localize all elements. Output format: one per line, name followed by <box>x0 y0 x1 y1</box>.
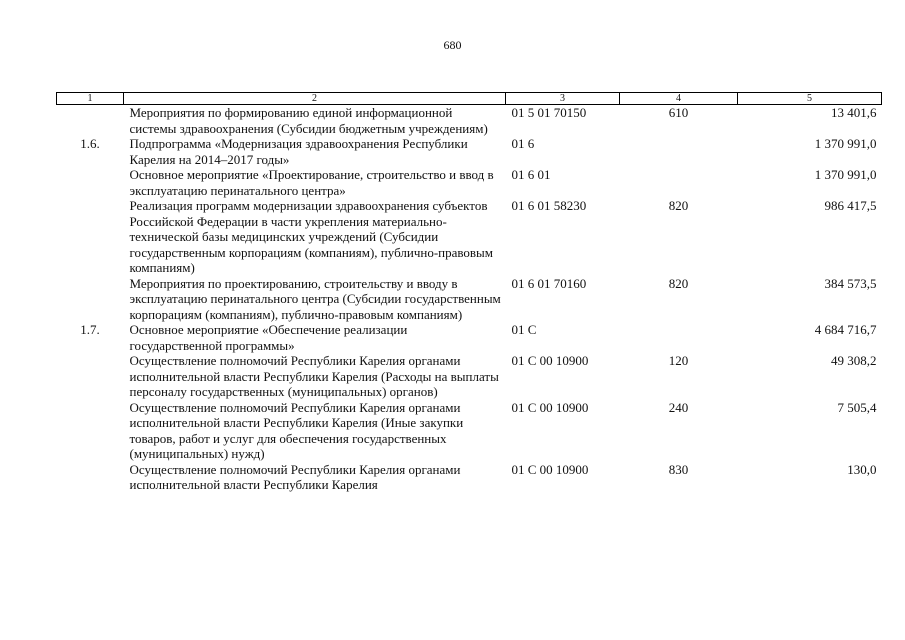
table-body <box>57 105 882 493</box>
column-header-4: 4 <box>620 93 738 105</box>
row-code: 01 6 <box>511 136 535 151</box>
row-description: Основное мероприятие «Проектирование, строительство и ввод в эксплуатацию перинатального центра» <box>129 167 494 198</box>
row-description: Мероприятия по проектированию, строительству и вводу в эксплуатацию перинатального центра (Субсидии государственным корпорациям (компаниям), публично-правовым компаниям) <box>129 275 501 322</box>
row-code: 01 С 00 10900 <box>511 461 589 477</box>
row-number: 1.6. <box>80 136 100 151</box>
row-code: 01 С 00 10900 <box>511 399 589 415</box>
row-expense-type: 240 <box>668 399 689 415</box>
column-header-3: 3 <box>506 93 620 105</box>
row-expense-type: 830 <box>668 461 689 477</box>
row-code: 01 6 01 70160 <box>511 275 587 291</box>
table-row <box>57 353 882 400</box>
row-expense-type <box>620 322 738 353</box>
page-number: 680 <box>443 38 462 52</box>
row-number <box>57 462 124 493</box>
row-code: 01 С <box>511 322 537 337</box>
row-amount: 986 417,5 <box>824 198 877 213</box>
row-expense-type: 820 <box>668 198 689 213</box>
table-row <box>57 462 882 493</box>
row-description: Реализация программ модернизации здравоохранения субъектов Российской Федерации в части укрепления материально-технической базы медицинских учреждений (Субсидии государственным корпорациям (компаниям), публично-правовым компаниям) <box>129 198 494 275</box>
row-number: 1.7. <box>80 322 100 337</box>
row-code: 01 6 01 <box>511 167 551 182</box>
row-number <box>57 105 124 137</box>
row-amount: 13 401,6 <box>831 105 877 120</box>
table-header <box>57 93 882 105</box>
row-expense-type: 820 <box>668 275 689 291</box>
table-row <box>57 400 882 462</box>
row-description: Осуществление полномочий Республики Карелия органами исполнительной власти Республики Карелия (Иные закупки товаров, работ и услуг для обеспечения государственных (муниципальных) нужд) <box>129 399 464 461</box>
row-expense-type: 610 <box>668 105 689 120</box>
row-code: 01 С 00 10900 <box>511 353 589 368</box>
table-row <box>57 198 882 276</box>
row-code: 01 6 01 58230 <box>511 198 587 213</box>
row-number <box>57 167 124 198</box>
row-description: Основное мероприятие «Обеспечение реализации государственной программы» <box>129 322 408 353</box>
row-description: Мероприятия по формированию единой информационной системы здравоохранения (Субсидии бюджетным учреждениям) <box>129 105 488 136</box>
row-number <box>57 400 124 462</box>
row-amount: 130,0 <box>847 461 877 477</box>
budget-table <box>56 92 882 493</box>
row-amount: 7 505,4 <box>837 399 877 415</box>
row-description: Осуществление полномочий Республики Карелия органами исполнительной власти Республики Карелия <box>129 461 461 492</box>
row-amount: 1 370 991,0 <box>814 167 877 182</box>
row-description: Подпрограмма «Модернизация здравоохранения Республики Карелия на 2014–2017 годы» <box>129 136 468 167</box>
column-header-1: 1 <box>57 93 124 105</box>
row-amount: 4 684 716,7 <box>814 322 877 337</box>
row-amount: 384 573,5 <box>824 275 877 291</box>
table-row <box>57 167 882 198</box>
row-number <box>57 198 124 276</box>
table-row <box>57 322 882 353</box>
row-amount: 49 308,2 <box>831 353 877 368</box>
column-header-2: 2 <box>124 93 506 105</box>
row-code: 01 5 01 70150 <box>511 105 587 120</box>
row-expense-type <box>620 136 738 167</box>
header-row <box>57 93 882 105</box>
row-amount: 1 370 991,0 <box>814 136 877 151</box>
column-header-5: 5 <box>738 93 882 105</box>
row-description: Осуществление полномочий Республики Карелия органами исполнительной власти Республики Карелия (Расходы на выплаты персоналу государственных (муниципальных) органов) <box>129 353 499 399</box>
table-row <box>57 276 882 323</box>
row-expense-type <box>620 167 738 198</box>
row-expense-type: 120 <box>668 353 689 368</box>
row-number <box>57 276 124 323</box>
table-row <box>57 136 882 167</box>
row-number <box>57 353 124 400</box>
table-row <box>57 105 882 137</box>
